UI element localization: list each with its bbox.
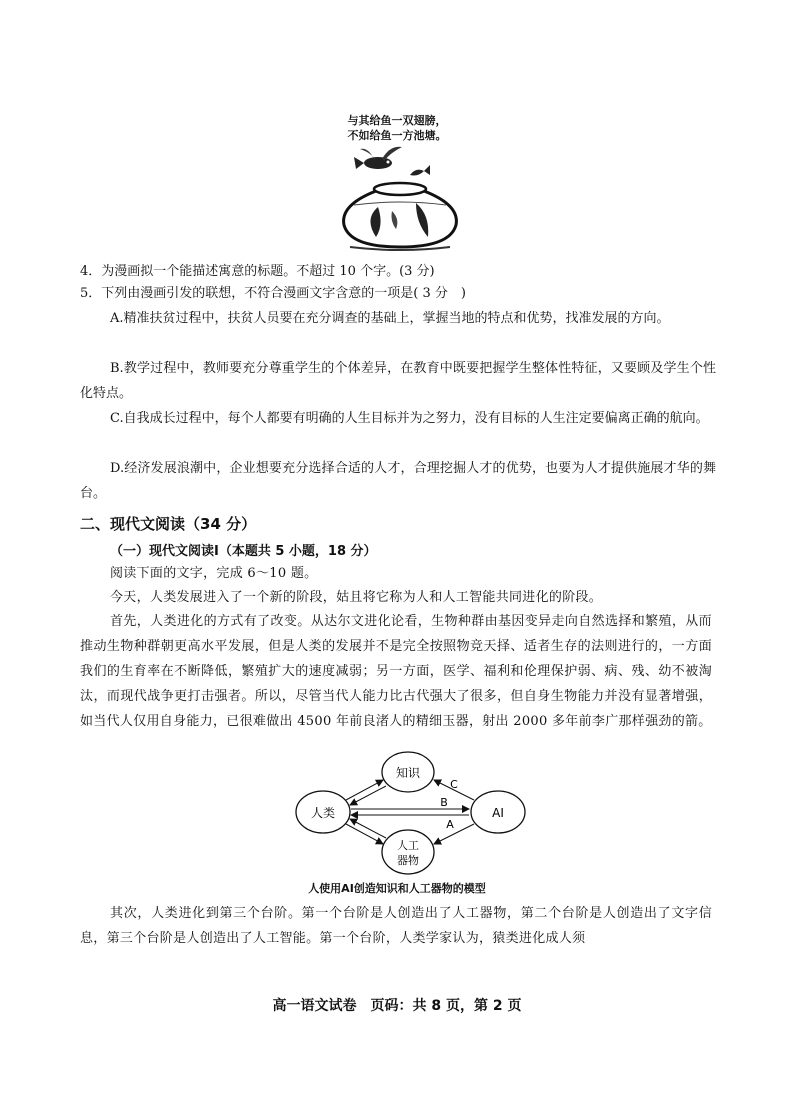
passage-paragraph-1: 今天，人类发展进入了一个新的阶段，姑且将它称为人和人工智能共同进化的阶段。 (110, 590, 603, 605)
page-footer: 高一语文试卷 页码：共 8 页，第 2 页 (272, 998, 522, 1014)
reading-instruction: 阅读下面的文字，完成 6～10 题。 (110, 566, 318, 581)
artifact-label-line1: 人工 (397, 839, 419, 852)
fishbowl-cartoon-illustration (320, 145, 480, 253)
ai-label: AI (492, 806, 504, 820)
artifact-label-line2: 器物 (397, 854, 419, 867)
knowledge-label: 知识 (395, 766, 421, 780)
bowl-fish-icon (370, 203, 428, 237)
question-5: 5．下列由漫画引发的联想，不符合漫画文字含意的一项是( 3 分 ) (80, 286, 466, 301)
option-c: C.自我成长过程中，每个人都要有明确的人生目标并为之努力，没有目标的人生注定要偏离正确的航向。 (110, 411, 709, 426)
passage-paragraph-3: 其次，人类进化到第三个台阶。第一个台阶是人创造出了人工器物，第二个台阶是人创造出了文字信息，第三个台阶是人创造出了人工智能。第一个台阶，人类学家认为，猿类进化成人须 (80, 906, 712, 946)
artifact-node (382, 830, 434, 874)
cartoon-caption-line1: 与其给鱼一双翅膀， (347, 114, 447, 127)
arrow-ai-to-artifact (434, 824, 474, 844)
question-4: 4．为漫画拟一个能描述寓意的标题。不超过 10 个字。(3 分) (80, 264, 435, 279)
arrow-knowledge-to-human (350, 786, 386, 805)
arrow-artifact-to-human (350, 819, 386, 838)
diagram-caption: 人使用AI创造知识和人工器物的模型 (308, 882, 486, 895)
option-a: A.精准扶贫过程中，扶贫人员要在充分调查的基础上，掌握当地的特点和优势，找准发展的方向。 (110, 311, 670, 326)
passage-paragraph-2: 首先，人类进化的方式有了改变。从达尔文进化论看，生物种群由基因变异走向自然选择和繁殖，从而推动生物种群朝更高水平发展，但是人类的发展并不是完全按照物竞天择、适者生存的法则进行的，一方面我们的生育率在不断降低，繁殖扩大的速度减弱；另一方面，医学、福利和伦理保护弱、病、残、幼不被淘汰，而现代战争更打击强者。所以，尽管当代人能力比古代强大了很多，但自身生物能力并没有显著增强，如当代人仅用自身能力，已很难做出 4500 年前良渚人的精细玉器，射出 2000 多年前李广那样强劲的箭。 (80, 614, 712, 729)
section-title: 二、现代文阅读（34 分） (80, 515, 257, 533)
human-label: 人类 (310, 806, 336, 820)
ai-model-diagram (290, 748, 540, 886)
option-b: B.教学过程中，教师要充分尊重学生的个体差异，在教育中既要把握学生整体性特征，又要顾及学生个性化特点。 (80, 361, 716, 401)
arrow-label-a: A (446, 818, 454, 831)
arrow-label-b: B (440, 796, 448, 809)
jumping-fish-icon (410, 165, 430, 176)
option-d: D.经济发展浪潮中，企业想要充分选择合适的人才，合理挖掘人才的优势，也要为人才提供施展才华的舞台。 (80, 461, 716, 501)
subsection-title: （一）现代文阅读Ⅰ（本题共 5 小题，18 分） (110, 544, 377, 559)
flying-fish-icon (354, 147, 402, 169)
cartoon-caption-line2: 不如给鱼一方池塘。 (347, 129, 447, 142)
arrow-label-c: C (450, 778, 458, 791)
